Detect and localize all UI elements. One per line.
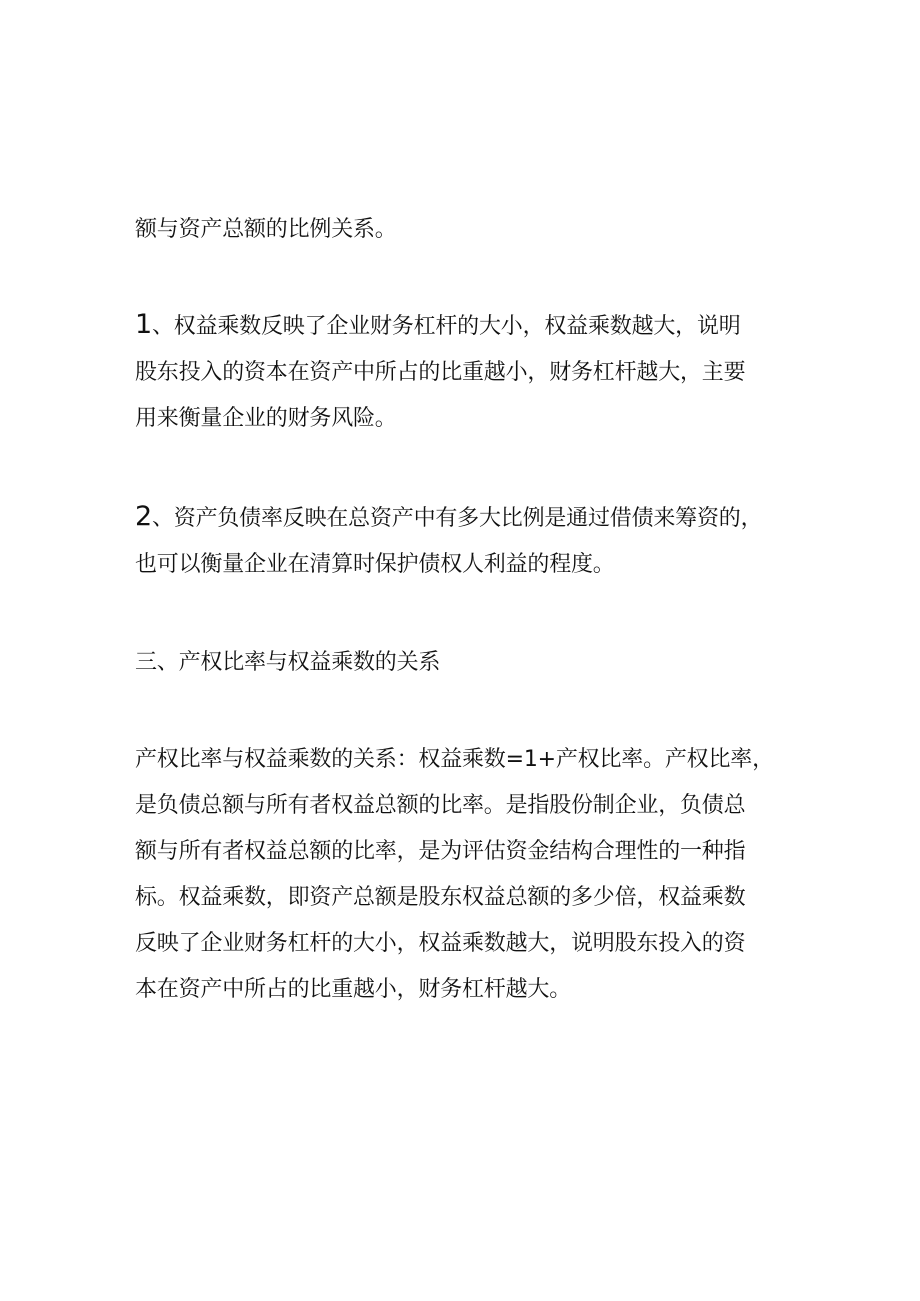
body-line-2: 是负债总额与所有者权益总额的比率。是指股份制企业，负债总: [135, 793, 746, 818]
point-1-number: 1: [135, 309, 152, 340]
point-2-paragraph: [135, 494, 795, 588]
point-1-line-1: [135, 302, 795, 350]
body-line-4: 标。权益乘数，即资产总额是股东权益总额的多少倍，权益乘数: [135, 885, 746, 910]
point-2-line-1: [135, 494, 795, 542]
point-1-paragraph: [135, 302, 795, 442]
point-1-line-2: 股东投入的资本在资产中所占的比重越小，财务杠杆越大，主要: [135, 360, 746, 385]
body-line-3: 额与所有者权益总额的比率，是为评估资金结构合理性的一种指: [135, 839, 746, 864]
intro-line: 额与资产总额的比例关系。: [135, 217, 397, 242]
point-1-line-3: 用来衡量企业的财务风险。: [135, 406, 397, 431]
point-1-line-1-text: 、权益乘数反映了企业财务杠杆的大小，权益乘数越大，说明: [151, 314, 741, 339]
body-line-6: 本在资产中所占的比重越小，财务杠杆越大。: [135, 977, 572, 1002]
section-3-heading: [135, 640, 795, 686]
body-line-5: 反映了企业财务杠杆的大小，权益乘数越大，说明股东投入的资: [135, 931, 746, 956]
point-2-line-2: 也可以衡量企业在清算时保护债权人利益的程度。: [135, 552, 615, 577]
point-2-line-1-text: 、资产负债率反映在总资产中有多大比例是通过借债来筹资的，: [151, 506, 763, 531]
body-paragraph: [135, 737, 795, 1013]
body-line-1: 产权比率与权益乘数的关系：权益乘数=1+产权比率。产权比率，: [135, 747, 774, 772]
intro-paragraph: [135, 207, 795, 253]
section-3-heading-text: 三、产权比率与权益乘数的关系: [135, 650, 441, 675]
point-2-number: 2: [135, 501, 152, 532]
